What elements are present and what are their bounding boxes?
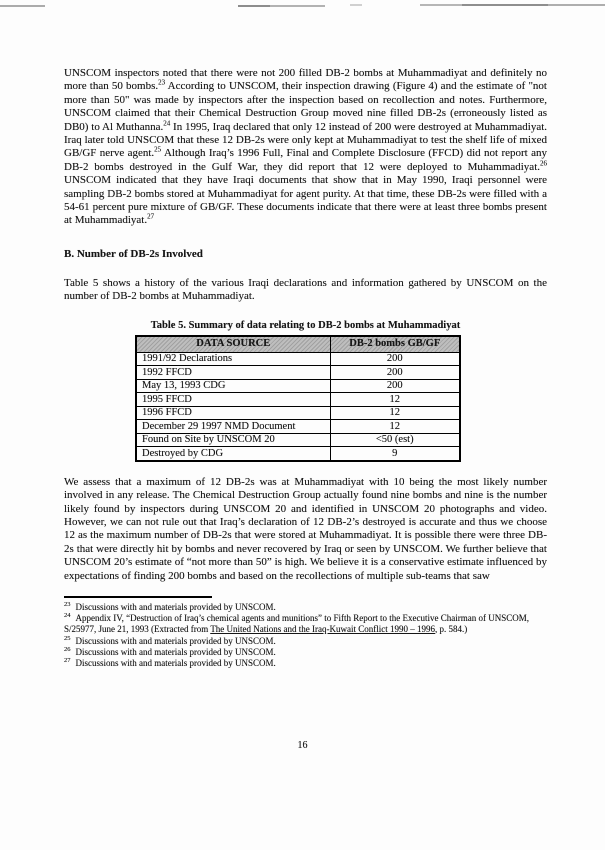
underlined-title: The United Nations and the Iraq-Kuwait Conflict 1990 – 1996 (210, 624, 436, 635)
table-row (136, 393, 460, 407)
table-header-row (136, 336, 460, 353)
scan-artifact-line (420, 4, 462, 6)
table-row (136, 420, 460, 434)
table-row (136, 366, 460, 380)
cell-data-source: 1996 FFCD (136, 406, 330, 420)
paragraph-unscom-inspectors: UNSCOM inspectors noted that there were not 200 filled DB-2 bombs at Muhammadiyat and definitely no more than 50 bombs.$^{23}$ According to UNSCOM, their inspection drawing (Figure 4) and the estimate of "not more than 50" was made by inspectors after the inspection based on recollection and notes. Furthermore, UNSCOM claimed that their Chemical Destruction Group moved nine filled DB-2s (erroneously listed as DB0) to Al Muthanna.$^{24}$ In 1995, Iraq declared that only 12 instead of 200 were destroyed at Muhammadiyat. Iraq later told UNSCOM that these 12 DB-2s were only kept at Muhammadiyat to test the shelf life of mixed GB/GF nerve agent.$^{25}$ Although Iraq’s 1996 Full, Final and Complete Disclosure (FFCD) did not report any DB-2 bombs destroyed in the Gulf War, they did report that 12 were deployed to Muhammadiyat.$^{26}$ UNSCOM indicated that they have Iraqi documents that show that in May 1990, Iraqi personnel were sampling DB-2 bombs stored at Muhammadiyat for agent purity. At that time, these DB-2s were filled with a 54-61 percent pure mixture of GB/GF. These documents indicate that there were at least three bombs present at Muhammadiyat.$^{27}$ (64, 67, 548, 227)
scan-artifact-line (0, 5, 45, 7)
table-row (136, 379, 460, 393)
cell-bomb-count: <50 (est) (330, 433, 460, 447)
table5-caption: Table 5. Summary of data relating to DB-2 bombs at Muhammadiyat (150, 319, 461, 331)
cell-bomb-count: 200 (330, 379, 460, 393)
footnote-number: 24 (64, 612, 71, 620)
cell-bomb-count: 200 (330, 366, 460, 380)
cell-data-source: December 29 1997 NMD Document (136, 420, 330, 434)
scan-artifact-line (462, 4, 548, 6)
footnote-27: $^{27}$ Discussions with and materials provided by UNSCOM. (64, 656, 276, 668)
table-row (136, 433, 460, 447)
scan-artifact-line (270, 5, 325, 7)
cell-bomb-count: 200 (330, 352, 460, 366)
cell-data-source: 1991/92 Declarations (136, 352, 330, 366)
footnote-number: 25 (64, 634, 71, 642)
cell-data-source: 1992 FFCD (136, 366, 330, 380)
footnote-ref: 23 (158, 78, 166, 87)
footnote-number: 26 (64, 645, 71, 653)
cell-bomb-count: 12 (330, 393, 460, 407)
footnote-26: $^{26}$ Discussions with and materials provided by UNSCOM. (64, 645, 276, 657)
footnote-25: $^{25}$ Discussions with and materials provided by UNSCOM. (64, 634, 276, 646)
footnote-separator (64, 596, 212, 598)
table5 (135, 335, 461, 462)
scan-artifact-line (350, 4, 362, 6)
table-row (136, 352, 460, 366)
table-row (136, 447, 460, 461)
column-header-data-source: DATA SOURCE (136, 336, 330, 353)
paragraph-assessment: We assess that a maximum of 12 DB-2s was at Muhammadiyat with 10 being the most likely number involved in any release. The Chemical Destruction Group actually found nine bombs and nine is the number likely found by inspectors during UNSCOM 20 and identified in UNSCOM 20 photographs and video. However, we can not rule out that Iraq’s declaration of 12 DB-2’s destroyed is accurate and thus we choose 12 as the maximum number of DB-2s that were stored at Muhammadiyat. It is possible there were three DB-2s that were directly hit by bombs and never recovered by Iraq or seen by UNSCOM. We further believe that UNSCOM 20’s estimate of “not more than 50” is high. We believe it is a conservative estimate influenced by expectations of finding 200 bombs and based on the recollections of multiple sub-teams that saw (64, 475, 547, 582)
cell-data-source: May 13, 1993 CDG (136, 379, 330, 393)
paragraph-table5-intro: Table 5 shows a history of the various Iraqi declarations and information gathered by UNSCOM on the number of DB-2 bombs at Muhammadiyat. (64, 276, 547, 303)
scan-artifact-line (238, 5, 270, 7)
footnote-ref: 24 (163, 118, 171, 127)
table-row (136, 406, 460, 420)
cell-bomb-count: 12 (330, 406, 460, 420)
cell-data-source: 1995 FFCD (136, 393, 330, 407)
cell-bomb-count: 9 (330, 447, 460, 461)
footnotes (64, 602, 547, 669)
cell-data-source: Destroyed by CDG (136, 447, 330, 461)
footnote-number: 27 (64, 656, 71, 664)
scan-artifact-line (548, 4, 605, 6)
section-heading-b: B. Number of DB-2s Involved (64, 247, 203, 260)
footnote-24: $^{24}$ Appendix IV, “Destruction of Iraq’s chemical agents and munitions” to Fifth Report to the Executive Chairman of UNSCOM, S/25977, June 21, 1993 (Extracted from The United Nations and the Iraq-Kuwait Conflict 1990 – 1996, p. 584.) (64, 612, 529, 635)
footnote-23: $^{23}$ Discussions with and materials provided by UNSCOM. (64, 600, 276, 612)
cell-data-source: Found on Site by UNSCOM 20 (136, 433, 330, 447)
footnote-ref: 25 (154, 145, 162, 154)
cell-bomb-count: 12 (330, 420, 460, 434)
page-content (64, 67, 547, 669)
footnote-ref: 26 (540, 159, 547, 168)
column-header-db2-bombs: DB-2 bombs GB/GF (330, 336, 460, 353)
page-number: 16 (297, 740, 308, 751)
footnote-ref: 27 (147, 212, 155, 221)
footnote-number: 23 (64, 600, 71, 608)
